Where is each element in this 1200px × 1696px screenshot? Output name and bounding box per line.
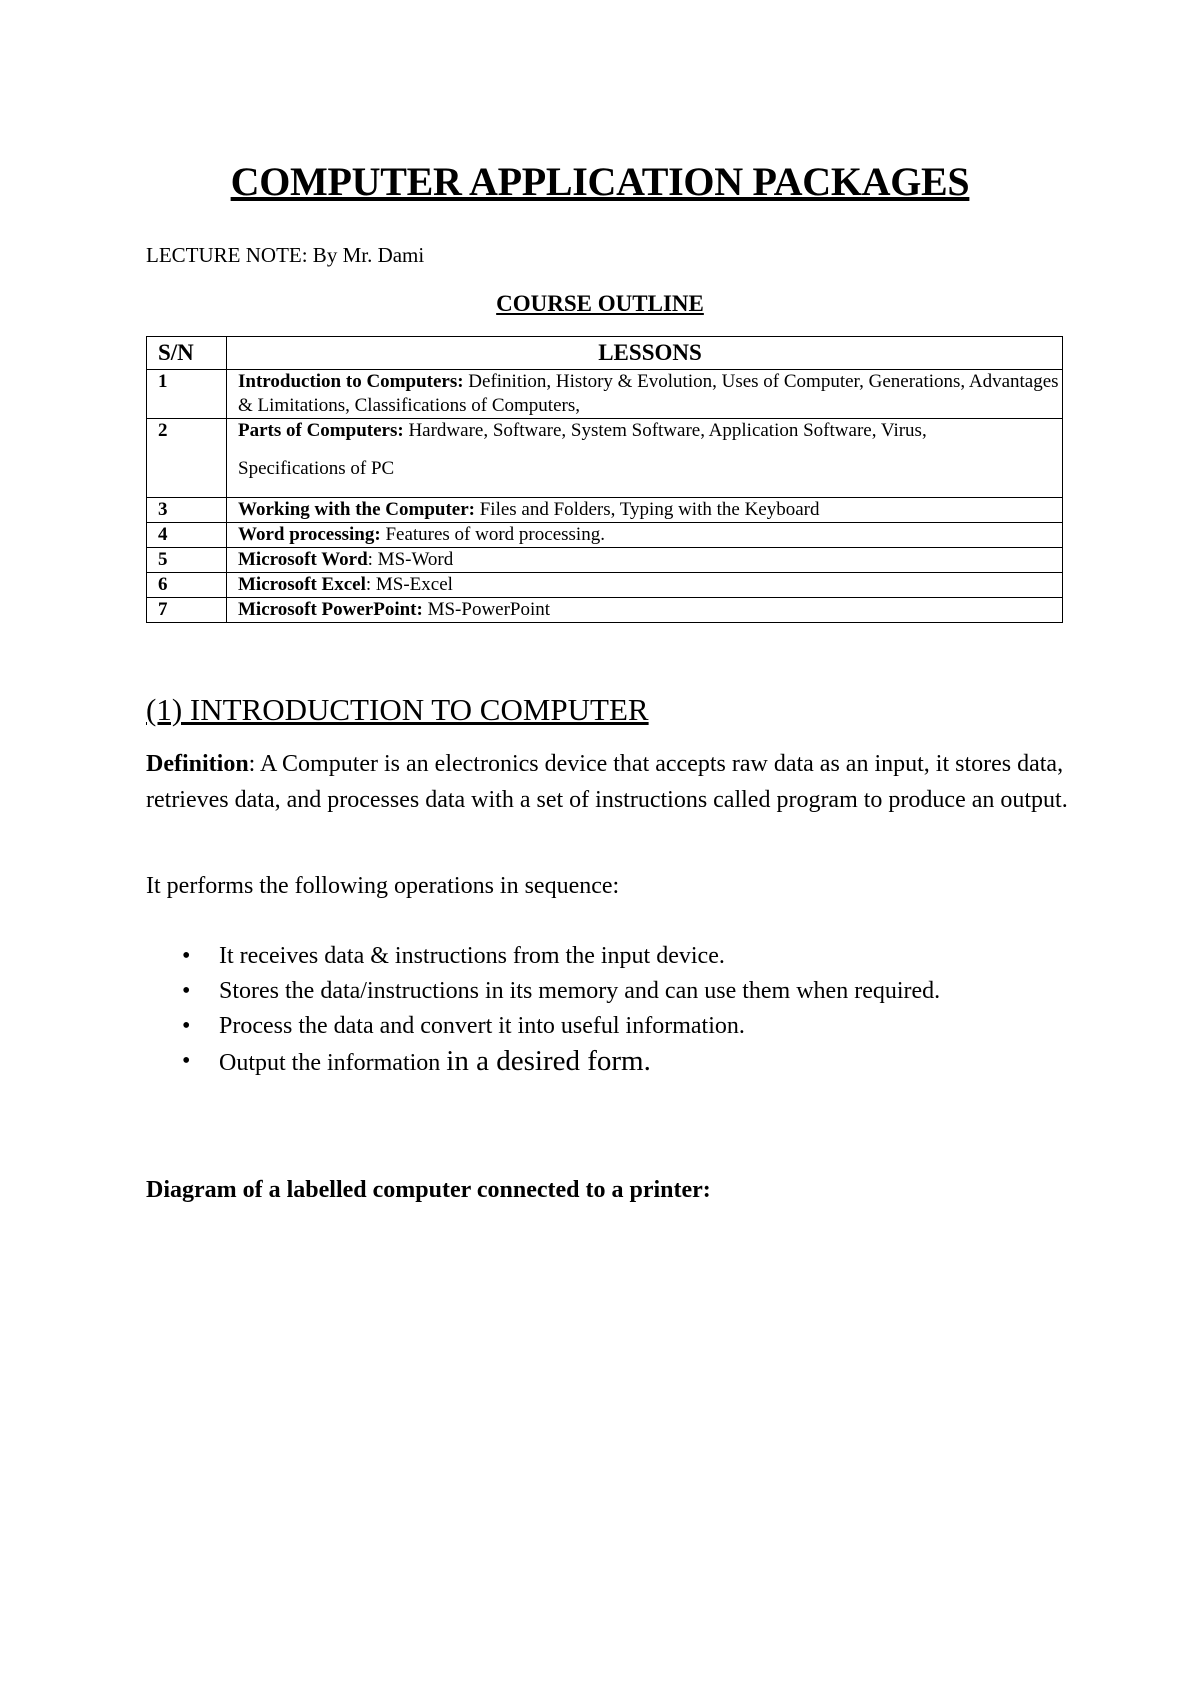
- list-item-text: Stores the data/instructions in its memory and can use them when required.: [219, 978, 941, 1004]
- lesson-cell: [227, 370, 1063, 419]
- lesson-label: Word processing:: [238, 524, 381, 545]
- row-number: 2: [147, 419, 227, 498]
- lesson-cell: [227, 523, 1063, 548]
- row-number: 1: [147, 370, 227, 419]
- lessons-column-header: LESSONS: [227, 337, 1063, 370]
- section-heading: (1) INTRODUCTION TO COMPUTER: [146, 692, 649, 727]
- lesson-text-continued: Specifications of PC: [238, 458, 395, 479]
- row-number: 4: [147, 523, 227, 548]
- lesson-text: : MS-Word: [367, 549, 454, 570]
- sequence-intro: It performs the following operations in sequence:: [146, 873, 620, 899]
- lesson-cell: [227, 548, 1063, 573]
- sn-column-header: S/N: [147, 337, 227, 370]
- list-item: [146, 1045, 1046, 1079]
- bullet-icon: •: [182, 1013, 191, 1039]
- list-item-text: Process the data and convert it into useful information.: [219, 1013, 745, 1039]
- lesson-label: Microsoft Excel: [238, 574, 366, 595]
- lesson-cell: [227, 598, 1063, 623]
- lesson-label: Working with the Computer:: [238, 499, 475, 520]
- table-row: [147, 598, 1063, 623]
- lesson-text: Features of word processing.: [380, 524, 605, 545]
- bullet-icon: •: [182, 1048, 191, 1074]
- row-number: 7: [147, 598, 227, 623]
- list-item-text-large: in a desired form.: [446, 1045, 651, 1077]
- row-number: 3: [147, 498, 227, 523]
- course-outline-table: [146, 336, 1063, 623]
- definition-paragraph: [146, 746, 1076, 818]
- list-item: [146, 940, 1046, 972]
- lesson-text: Definition, History & Evolution, Uses of Computer, Generations, Advantages & Limitations, Classifications of Computers,: [238, 371, 1059, 416]
- lecture-note: LECTURE NOTE: By Mr. Dami: [146, 243, 425, 267]
- table-row: [147, 370, 1063, 419]
- bullet-icon: •: [182, 978, 191, 1004]
- definition-label: Definition: [146, 751, 249, 777]
- lesson-label: Introduction to Computers:: [238, 371, 464, 392]
- table-row: [147, 573, 1063, 598]
- row-number: 5: [147, 548, 227, 573]
- list-item-text: It receives data & instructions from the input device.: [219, 943, 725, 969]
- lesson-cell: [227, 573, 1063, 598]
- course-outline-heading: COURSE OUTLINE: [496, 291, 704, 316]
- lesson-text: MS-PowerPoint: [422, 599, 551, 620]
- lesson-label: Microsoft PowerPoint:: [238, 599, 423, 620]
- lesson-text: Files and Folders, Typing with the Keyboard: [474, 499, 820, 520]
- lesson-cell: [227, 498, 1063, 523]
- row-number: 6: [147, 573, 227, 598]
- lesson-cell: [227, 419, 1063, 498]
- diagram-caption: Diagram of a labelled computer connected to a printer:: [146, 1177, 711, 1203]
- table-header-row: [147, 337, 1063, 370]
- lesson-label: Microsoft Word: [238, 549, 368, 570]
- list-item-text: Output the information: [219, 1050, 447, 1076]
- list-item: [146, 975, 1046, 1007]
- table-row: [147, 498, 1063, 523]
- table-row: [147, 419, 1063, 498]
- lesson-label: Parts of Computers:: [238, 420, 404, 441]
- table-row: [147, 523, 1063, 548]
- operations-list: [146, 940, 1046, 1082]
- table-row: [147, 548, 1063, 573]
- list-item: [146, 1010, 1046, 1042]
- document-title: COMPUTER APPLICATION PACKAGES: [230, 159, 970, 204]
- lesson-text: Hardware, Software, System Software, Application Software, Virus,: [403, 420, 927, 441]
- lesson-text: : MS-Excel: [365, 574, 453, 595]
- definition-text: : A Computer is an electronics device that accepts raw data as an input, it stores data, retrieves data, and processes data with a set of instructions called program to produce an output.: [146, 751, 1068, 813]
- bullet-icon: •: [182, 943, 191, 969]
